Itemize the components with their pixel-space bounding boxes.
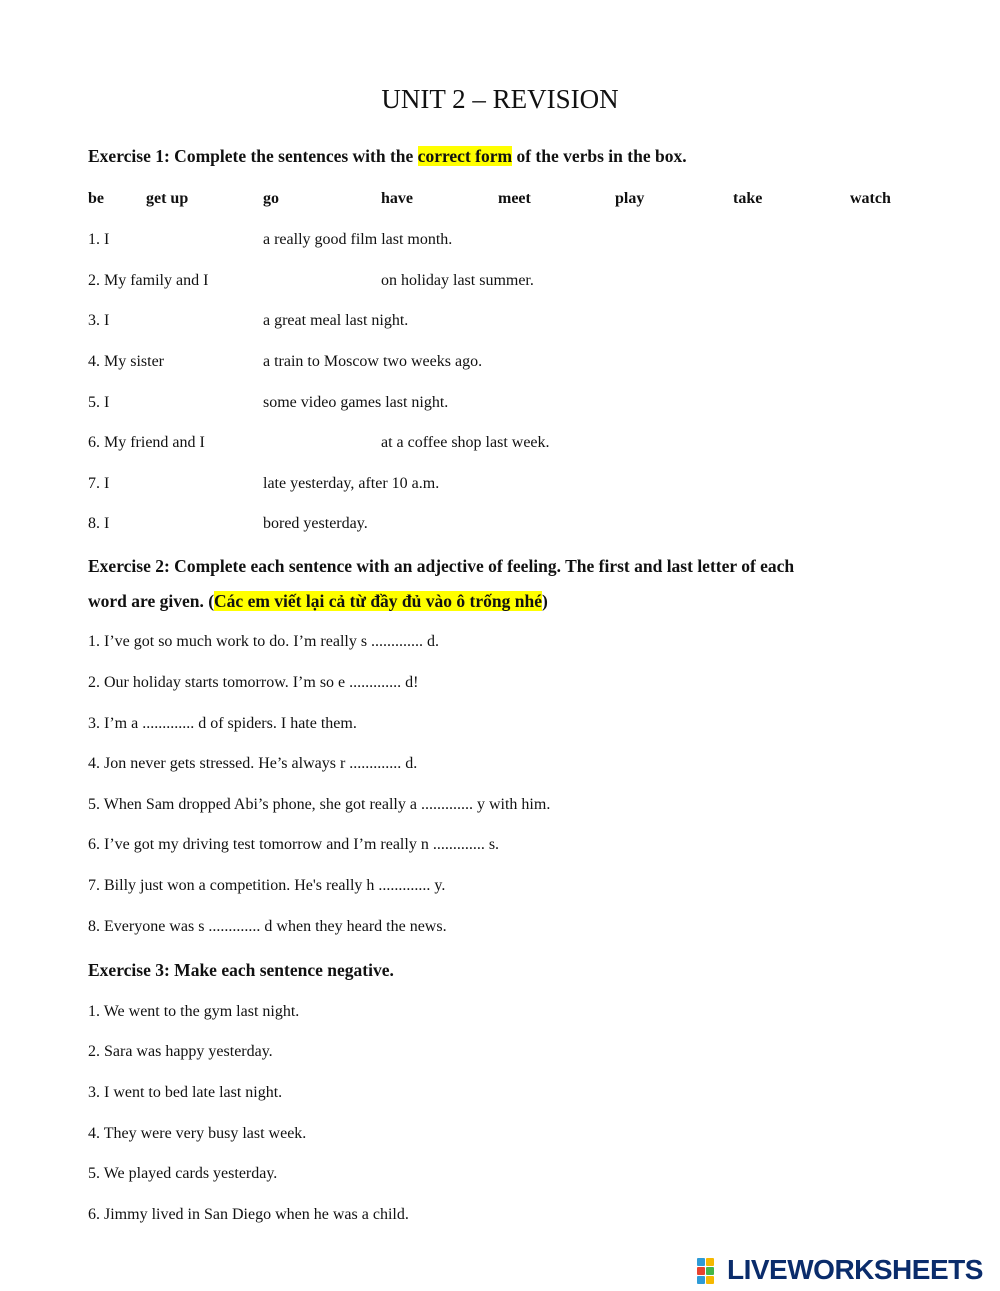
word-box-item: get up bbox=[146, 190, 189, 207]
exercise-2-heading-text-end: ) bbox=[541, 591, 548, 611]
sentence-end: a train to Moscow two weeks ago. bbox=[263, 353, 483, 370]
logo-square bbox=[706, 1276, 714, 1284]
list-item: 2. Our holiday starts tomorrow. I’m so e ............. d! bbox=[88, 674, 419, 691]
list-item: 8. Everyone was s ............. d when they heard the news. bbox=[88, 918, 447, 935]
word-box-item: play bbox=[615, 190, 645, 207]
list-item: 4. Jon never gets stressed. He’s always r ............. d. bbox=[88, 755, 418, 772]
list-item: 5. When Sam dropped Abi’s phone, she got really a ............. y with him. bbox=[88, 796, 551, 813]
exercise-2-heading-line-2 bbox=[88, 591, 548, 612]
sentence-start: 8. I bbox=[88, 515, 110, 532]
word-box-item: watch bbox=[850, 190, 891, 207]
highlight-instruction: Các em viết lại cả từ đầy đủ vào ô trống nhé bbox=[214, 591, 542, 611]
sentence-end: some video games last night. bbox=[263, 394, 449, 411]
word-box-item: have bbox=[381, 190, 413, 207]
sentence-start: 7. I bbox=[88, 475, 110, 492]
word-box-item: take bbox=[733, 190, 763, 207]
list-item: 3. I’m a ............. d of spiders. I hate them. bbox=[88, 715, 357, 732]
list-item: 6. I’ve got my driving test tomorrow and I’m really n ............. s. bbox=[88, 836, 500, 853]
sentence-start: 2. My family and I bbox=[88, 272, 209, 289]
sentence-end: at a coffee shop last week. bbox=[381, 434, 550, 451]
exercise-3-heading: Exercise 3: Make each sentence negative. bbox=[88, 960, 394, 980]
sentence-start: 6. My friend and I bbox=[88, 434, 205, 451]
logo-square bbox=[706, 1258, 714, 1266]
liveworksheets-logo bbox=[697, 1254, 983, 1286]
logo-square bbox=[697, 1276, 705, 1284]
logo-square bbox=[706, 1267, 714, 1275]
sentence-start: 5. I bbox=[88, 394, 110, 411]
list-item: 1. I’ve got so much work to do. I’m really s ............. d. bbox=[88, 633, 440, 650]
list-item: 1. We went to the gym last night. bbox=[88, 1003, 300, 1020]
sentence-end: a really good film last month. bbox=[263, 231, 453, 248]
logo-squares-icon bbox=[697, 1256, 725, 1284]
word-box-item: be bbox=[88, 190, 104, 207]
exercise-1-heading bbox=[88, 146, 687, 167]
list-item: 6. Jimmy lived in San Diego when he was a child. bbox=[88, 1206, 409, 1223]
sentence-end: bored yesterday. bbox=[263, 515, 368, 532]
sentence-start: 3. I bbox=[88, 312, 110, 329]
list-item: 7. Billy just won a competition. He's really h ............. y. bbox=[88, 877, 446, 894]
sentence-end: on holiday last summer. bbox=[381, 272, 534, 289]
exercise-2-heading-text: word are given. ( bbox=[88, 591, 215, 611]
page-title: UNIT 2 – REVISION bbox=[381, 84, 619, 114]
exercise-2-heading: Exercise 2: Complete each sentence with an adjective of feeling. The first and last letter of each bbox=[88, 556, 795, 576]
highlight-correct-form: correct form bbox=[417, 146, 513, 166]
sentence-start: 4. My sister bbox=[88, 353, 164, 370]
list-item: 5. We played cards yesterday. bbox=[88, 1165, 278, 1182]
list-item: 2. Sara was happy yesterday. bbox=[88, 1043, 273, 1060]
logo-square bbox=[697, 1267, 705, 1275]
logo-text: LIVEWORKSHEETS bbox=[727, 1254, 983, 1285]
exercise-1-heading-text: Exercise 1: Complete the sentences with the bbox=[88, 146, 418, 166]
logo-square bbox=[697, 1258, 705, 1266]
sentence-start: 1. I bbox=[88, 231, 110, 248]
sentence-end: late yesterday, after 10 a.m. bbox=[263, 475, 440, 492]
sentence-end: a great meal last night. bbox=[263, 312, 409, 329]
list-item: 4. They were very busy last week. bbox=[88, 1125, 307, 1142]
word-box-item: go bbox=[263, 190, 279, 207]
word-box-item: meet bbox=[498, 190, 531, 207]
exercise-1-heading-text-end: of the verbs in the box. bbox=[512, 146, 687, 166]
list-item: 3. I went to bed late last night. bbox=[88, 1084, 283, 1101]
